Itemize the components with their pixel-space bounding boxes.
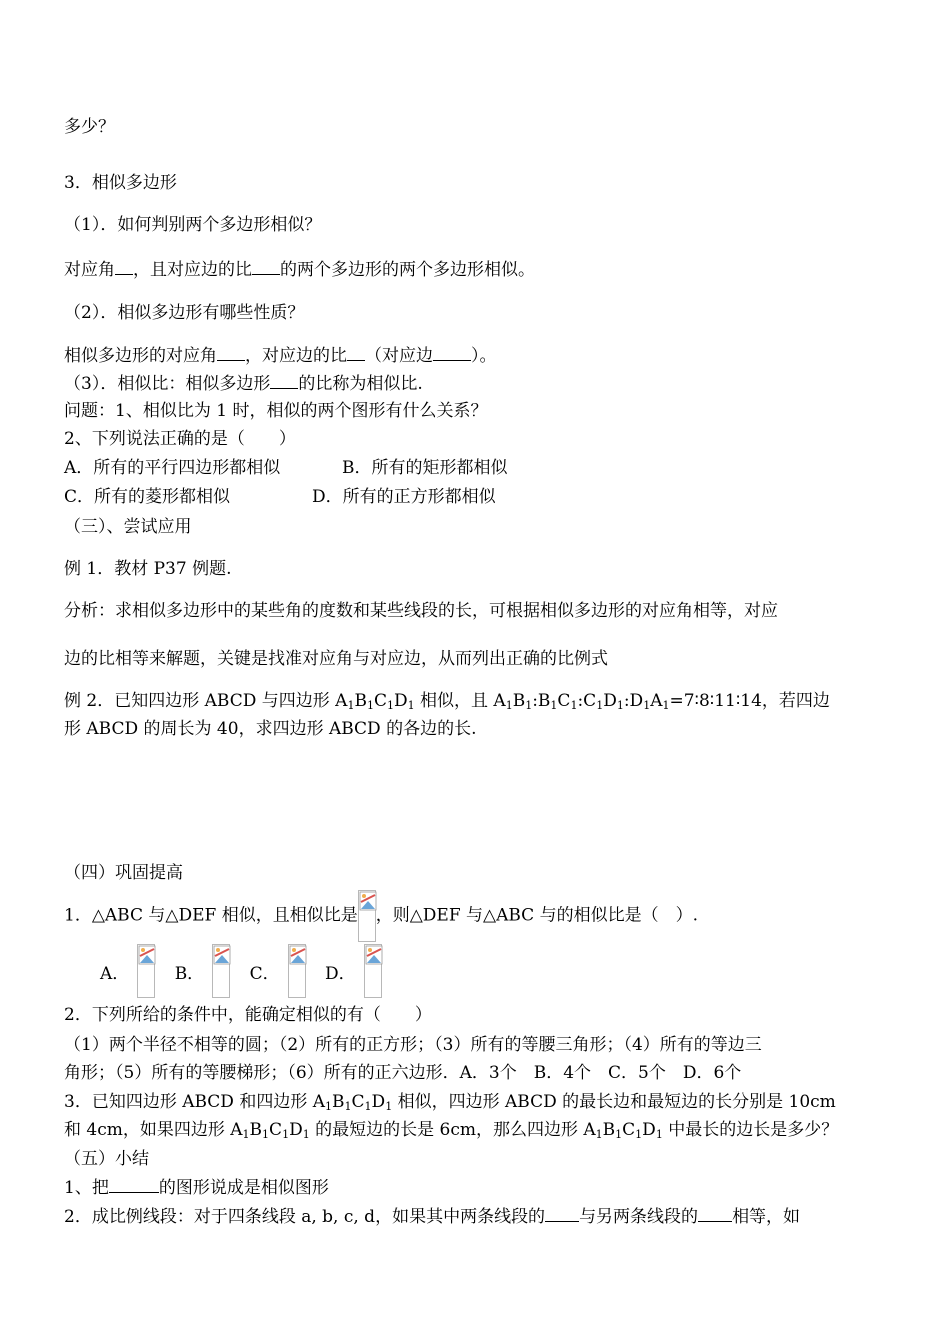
- text: C: [622, 1120, 636, 1140]
- text: 相等，如: [732, 1207, 801, 1227]
- broken-image-icon: [358, 890, 376, 942]
- text-line: 问题：1、相似比为 1 时，相似的两个图形有什么关系？: [64, 401, 488, 421]
- subscript: 1: [347, 699, 355, 712]
- subscript: 1: [635, 1128, 643, 1141]
- subscript: 1: [596, 699, 604, 712]
- subscript: 1: [407, 699, 415, 712]
- text: =7∶8∶11∶14，若四边: [669, 691, 830, 711]
- option-label: A．: [100, 963, 130, 984]
- options-line: [64, 486, 496, 508]
- text: 3．已知四边形 ABCD 和四边形 A: [64, 1092, 326, 1112]
- text: B: [354, 691, 367, 711]
- fill-blank-line: [64, 344, 497, 367]
- text: D: [603, 691, 617, 711]
- section-heading: （五）小结: [64, 1149, 149, 1169]
- question-line: （1）．如何判别两个多边形相似？: [64, 215, 322, 235]
- text: 相似，四边形 ABCD 的最长边和最短边的长分别是 10cm: [392, 1092, 836, 1112]
- option-b: B．所有的矩形都相似: [342, 458, 508, 478]
- text-line: 角形；（5）所有的等腰梯形；（6）所有的正六边形．A．3个 B．4个 C．5个 D．6个: [64, 1063, 742, 1083]
- options-line: [64, 457, 508, 479]
- text: 与另两条线段的: [579, 1207, 699, 1227]
- blank: [252, 258, 280, 275]
- text: 2．成比例线段：对于四条线段 a, b, c, d，如果其中两条线段的: [64, 1207, 546, 1227]
- subscript: 1: [262, 1128, 270, 1141]
- text: 中最长的边长是多少？: [662, 1120, 839, 1140]
- text: ）。: [471, 346, 497, 366]
- subscript: 1: [344, 1100, 352, 1113]
- subscript: 1: [595, 1128, 603, 1141]
- blank: [109, 1176, 159, 1193]
- analysis-line: 边的比相等来解题，关键是找准对应角与对应边，从而列出正确的比例式: [64, 649, 608, 669]
- text: 的比称为相似比.: [298, 374, 423, 394]
- text: 1、把: [64, 1178, 109, 1198]
- option-c: [250, 944, 306, 998]
- option-c: C．所有的菱形都相似: [64, 487, 231, 507]
- text: 的最短边的长是 6cm，那么四边形 A: [309, 1120, 596, 1140]
- text: 例 2．已知四边形 ABCD 与四边形 A: [64, 691, 348, 711]
- subscript: 1: [366, 699, 374, 712]
- blank: [115, 258, 133, 275]
- text: C: [557, 691, 571, 711]
- option-label: C．: [249, 963, 280, 984]
- question-line: [64, 890, 698, 942]
- example-line: [64, 690, 830, 712]
- subscript: 1: [550, 699, 558, 712]
- fill-blank-line: [64, 1176, 329, 1199]
- fill-blank-line: [64, 372, 423, 395]
- text: B: [249, 1120, 263, 1140]
- example-line: 例 1．教材 P37 例题.: [64, 559, 232, 579]
- question-line: 2、下列说法正确的是（ ）: [64, 429, 296, 449]
- text: 1．△ABC 与△DEF 相似，且相似比是: [64, 905, 358, 926]
- text: 的图形说成是相似图形: [158, 1178, 329, 1198]
- broken-image-icon: [137, 944, 155, 998]
- question-line: （2）．相似多边形有哪些性质？: [64, 303, 305, 323]
- subscript: 1: [505, 699, 513, 712]
- option-a: [100, 944, 155, 998]
- analysis-line: 分析：求相似多边形中的某些角的度数和某些线段的长，可根据相似多边形的对应角相等，对应: [64, 601, 778, 621]
- text: 的两个多边形的两个多边形相似。: [280, 260, 535, 280]
- option-d: [325, 944, 382, 998]
- broken-image-icon: [212, 944, 230, 998]
- blank: [433, 344, 471, 361]
- text: B: [602, 1120, 616, 1140]
- subscript: 1: [525, 699, 533, 712]
- text: D: [371, 1092, 386, 1112]
- text: D: [642, 1120, 656, 1140]
- option-d: D．所有的正方形都相似: [312, 487, 496, 507]
- subscript: 1: [386, 699, 394, 712]
- text: （3）．相似比：相似多边形: [64, 374, 271, 394]
- subscript: 1: [616, 699, 624, 712]
- text: ，则△DEF 与△ABC 与的相似比是（ ）.: [375, 905, 698, 926]
- section-heading: 3．相似多边形: [64, 173, 177, 193]
- text: B: [332, 1092, 345, 1112]
- subscript: 1: [282, 1128, 290, 1141]
- text: D: [393, 691, 408, 711]
- text-line: （1）两个半径不相等的圆；（2）所有的正方形；（3）所有的等腰三角形；（4）所有的等边三: [64, 1035, 762, 1055]
- subscript: 1: [643, 699, 651, 712]
- blank: [347, 344, 365, 361]
- text: ，且对应边的比: [133, 260, 252, 280]
- text: B: [512, 691, 526, 711]
- subscript: 1: [655, 1128, 663, 1141]
- subscript: 1: [615, 1128, 623, 1141]
- question-line: 2．下列所给的条件中，能确定相似的有（ ）: [64, 1005, 432, 1025]
- blank: [545, 1205, 579, 1222]
- example-line: 形 ABCD 的周长为 40，求四边形 ABCD 的各边的长.: [64, 719, 477, 739]
- section-heading: （四）巩固提高: [64, 863, 183, 883]
- subscript: 1: [242, 1128, 250, 1141]
- text: ，对应边的比: [245, 346, 347, 366]
- option-label: B．: [174, 963, 205, 984]
- section-heading: （三）、尝试应用: [64, 517, 192, 537]
- subscript: 1: [325, 1100, 333, 1113]
- text: C: [373, 691, 387, 711]
- subscript: 1: [364, 1100, 372, 1113]
- text: D: [289, 1120, 303, 1140]
- blank: [698, 1205, 732, 1222]
- text: A: [650, 691, 663, 711]
- answer-options: [100, 944, 396, 1000]
- subscript: 1: [570, 699, 578, 712]
- blank: [217, 344, 245, 361]
- broken-image-icon: [288, 944, 306, 998]
- text: 相似多边形的对应角: [64, 346, 217, 366]
- text: :B: [532, 691, 551, 711]
- text: （对应边: [365, 346, 433, 366]
- question-line: [64, 1119, 838, 1141]
- text: :D: [623, 691, 644, 711]
- text: 和 4cm，如果四边形 A: [64, 1120, 243, 1140]
- text: 对应角: [64, 260, 115, 280]
- subscript: 1: [302, 1128, 310, 1141]
- text: :C: [577, 691, 597, 711]
- fill-blank-line: [64, 258, 535, 281]
- broken-image-icon: [364, 944, 382, 998]
- fill-blank-line: [64, 1205, 800, 1228]
- option-a: A．所有的平行四边形都相似: [64, 458, 281, 478]
- text-line: 多少？: [64, 117, 115, 137]
- blank: [270, 372, 298, 389]
- question-line: [64, 1091, 836, 1113]
- option-label: D．: [325, 963, 356, 984]
- subscript: 1: [385, 1100, 393, 1113]
- option-b: [175, 944, 231, 998]
- text: C: [269, 1120, 283, 1140]
- text: 相似，且 A: [414, 691, 506, 711]
- text: C: [351, 1092, 365, 1112]
- subscript: 1: [662, 699, 670, 712]
